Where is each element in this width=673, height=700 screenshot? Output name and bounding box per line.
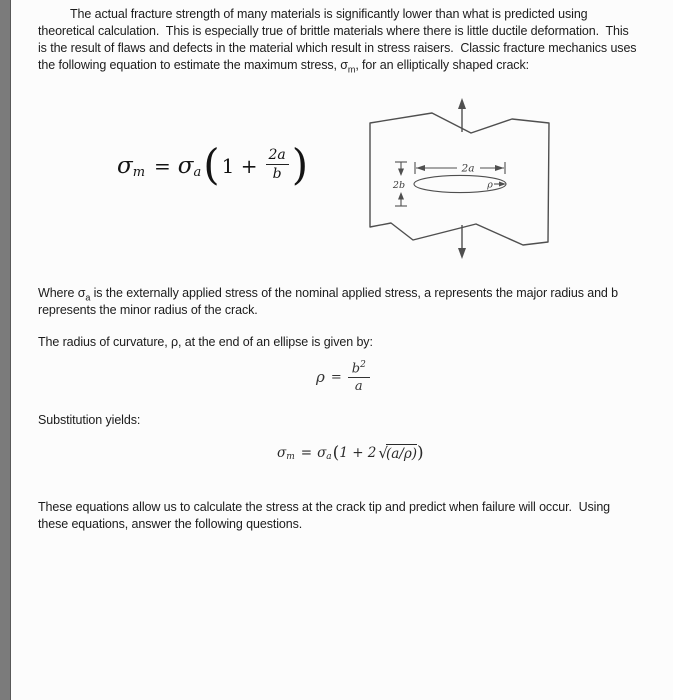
equals-sign: = <box>154 153 171 178</box>
crack-specimen-svg <box>358 92 576 268</box>
open-parenthesis: ( <box>332 442 340 463</box>
crack-specimen-diagram <box>358 92 576 268</box>
substitution-label <box>38 412 140 429</box>
fraction-b2-over-a <box>348 361 370 393</box>
closing-line-1: These equations allow us to calculate the stress at the crack tip and predict when failure will occur. Using <box>38 500 611 514</box>
intro-line-4 <box>38 57 636 74</box>
scan-left-border <box>0 0 11 700</box>
dimension-2a-label: 2a <box>461 162 475 175</box>
one-plus-two-term: 1 + 2 <box>339 445 377 461</box>
intro-line-3: is the result of flaws and defects in the material which result in stress raisers. Classic fracture mechanics uses <box>38 41 637 55</box>
sigma-symbol: σ <box>177 152 194 179</box>
sigma-symbol: σ <box>317 445 327 461</box>
intro-line-2: theoretical calculation. This is especially true of brittle materials where there is little ductile deformation. This <box>38 24 629 38</box>
close-parenthesis: ) <box>417 442 424 463</box>
intro-line-4-cont: , for an elliptically shaped crack: <box>355 58 529 72</box>
subscript-m: m <box>286 452 295 462</box>
fraction-denominator: a <box>354 379 363 395</box>
sigma-a-subscript: a <box>85 292 91 303</box>
fraction-numerator: 2a <box>266 148 289 165</box>
dimension-2b-label: 2b <box>392 180 406 191</box>
substitution-line: Substitution yields: <box>38 413 141 427</box>
intro-paragraph <box>38 6 636 74</box>
fraction-denominator: b <box>272 166 282 182</box>
subscript-a: a <box>193 165 202 180</box>
equation-radius-of-curvature <box>316 361 370 393</box>
tension-arrow-down <box>458 225 466 259</box>
closing-paragraph <box>38 499 610 533</box>
square-root-symbol: √ <box>378 444 388 462</box>
where-paragraph <box>38 285 618 319</box>
fraction-2a-over-b <box>266 148 289 181</box>
radicand-a-over-rho: (a/ρ) <box>385 446 418 462</box>
rho-symbol: ρ <box>316 368 325 387</box>
intro-line-1: The actual fracture strength of many materials is significantly lower than what is predicted using <box>70 7 588 21</box>
subscript-a: a <box>326 452 332 462</box>
fraction-numerator <box>348 361 370 378</box>
sigma-symbol: σ <box>117 152 133 179</box>
radius-rho-label: ρ <box>487 179 493 191</box>
where-line-2: represents the minor radius of the crack. <box>38 303 258 317</box>
b-symbol: b <box>351 361 361 377</box>
equation-substituted <box>277 444 424 462</box>
intro-line-4-text: the following equation to estimate the maximum stress, σ <box>38 58 348 72</box>
sigma-symbol: σ <box>277 445 287 461</box>
radius-line: The radius of curvature, ρ, at the end of an ellipse is given by: <box>38 335 373 349</box>
equation-max-stress: σ m = σ a ( 1 + $\frac{2a}{b}$ ) <box>117 139 309 189</box>
one-plus-term: 1 + <box>221 153 258 178</box>
specimen-plate-outline <box>370 113 549 245</box>
dimension-2b <box>392 162 407 206</box>
equals-sign: = <box>330 369 342 385</box>
where-line-1 <box>38 285 618 302</box>
radius-paragraph <box>38 334 373 351</box>
equals-sign: = <box>300 445 313 461</box>
where-line-1-text: Where σ <box>38 286 86 300</box>
subscript-m: m <box>132 165 146 180</box>
dimension-2a <box>415 162 505 175</box>
where-line-1-cont: is the externally applied stress of the nominal applied stress, a represents the major radius and b <box>90 286 619 300</box>
closing-line-2: these equations, answer the following questions. <box>38 517 303 531</box>
exponent-2: 2 <box>360 360 366 370</box>
sigma-m-subscript: m <box>347 64 356 75</box>
